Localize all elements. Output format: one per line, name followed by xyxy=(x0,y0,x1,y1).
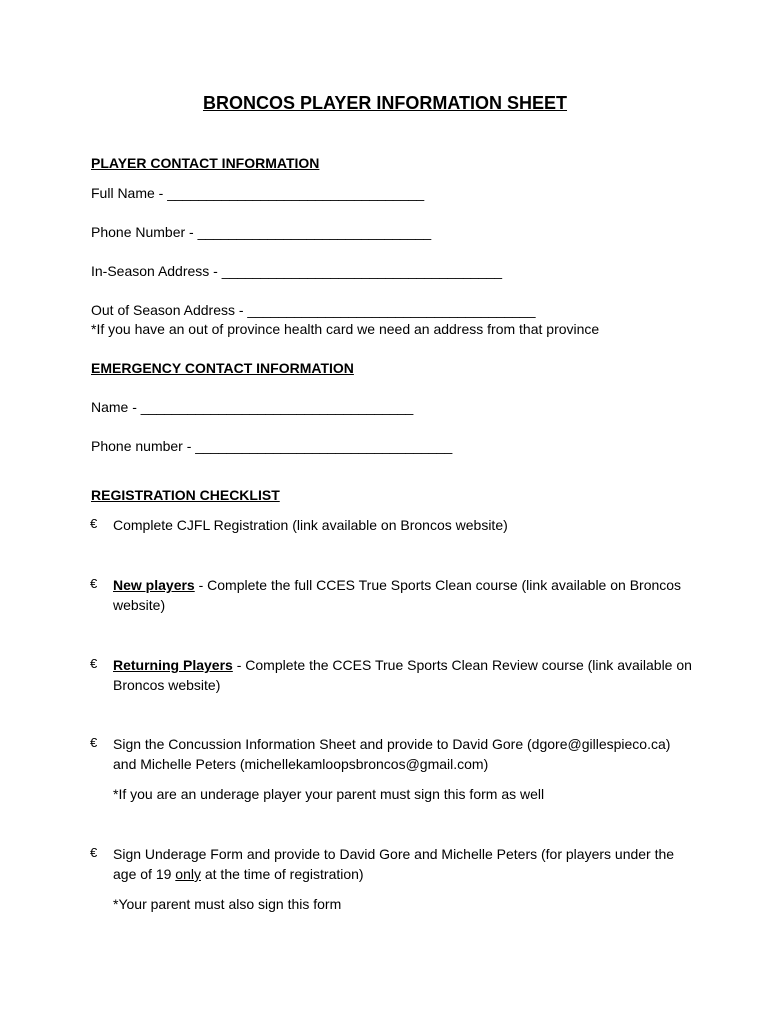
checklist-item-concussion xyxy=(113,734,693,774)
returning-players-label: Returning Players xyxy=(113,657,233,673)
checklist-item-underage-form xyxy=(113,844,693,884)
health-card-note: *If you have an out of province health card we need an address from that province xyxy=(91,321,600,337)
new-players-label: New players xyxy=(113,577,195,593)
emergency-name-field: Name - ___________________________________ xyxy=(91,399,414,415)
full-name-field: Full Name - _________________________________ xyxy=(91,185,425,201)
out-of-season-address-field: Out of Season Address - _____________________________________ xyxy=(91,302,536,318)
only-emphasis: only xyxy=(175,866,201,882)
checklist-item-new-players xyxy=(113,575,693,615)
checklist-item-text: Sign the Concussion Information Sheet and provide to David Gore (dgore@gillespieco.ca) and Michelle Peters (michellekamloopsbroncos@gmail.com) xyxy=(113,736,671,772)
checklist-item-text-end: at the time of registration) xyxy=(200,866,364,882)
parent-sign-note: *Your parent must also sign this form xyxy=(113,896,342,912)
checkbox-icon: € xyxy=(90,516,98,531)
phone-number-field: Phone Number - ______________________________ xyxy=(91,224,432,240)
checklist-item-returning-players xyxy=(113,655,693,695)
emergency-phone-field: Phone number - _________________________________ xyxy=(91,438,453,454)
checkbox-icon: € xyxy=(90,656,98,671)
checklist-item-text: - Complete the CCES True Sports Clean Review course (link available on Broncos website) xyxy=(113,657,692,693)
player-contact-heading: PLAYER CONTACT INFORMATION xyxy=(91,155,320,171)
checklist-item-text: Complete CJFL Registration (link available on Broncos website) xyxy=(113,517,508,533)
registration-checklist-heading: REGISTRATION CHECKLIST xyxy=(91,487,280,503)
checkbox-icon: € xyxy=(90,576,98,591)
in-season-address-field: In-Season Address - ____________________________________ xyxy=(91,263,503,279)
checklist-item-text: Sign Underage Form and provide to David Gore and Michelle Peters (for players under the age of 19 xyxy=(113,846,675,882)
checklist-item-cjfl xyxy=(113,515,693,535)
emergency-contact-heading: EMERGENCY CONTACT INFORMATION xyxy=(91,360,354,376)
checkbox-icon: € xyxy=(90,845,98,860)
underage-parent-note: *If you are an underage player your parent must sign this form as well xyxy=(113,786,545,802)
checkbox-icon: € xyxy=(90,735,98,750)
checklist-item-text: - Complete the full CCES True Sports Clean course (link available on Broncos website) xyxy=(113,577,682,613)
document-title: BRONCOS PLAYER INFORMATION SHEET xyxy=(202,93,568,113)
